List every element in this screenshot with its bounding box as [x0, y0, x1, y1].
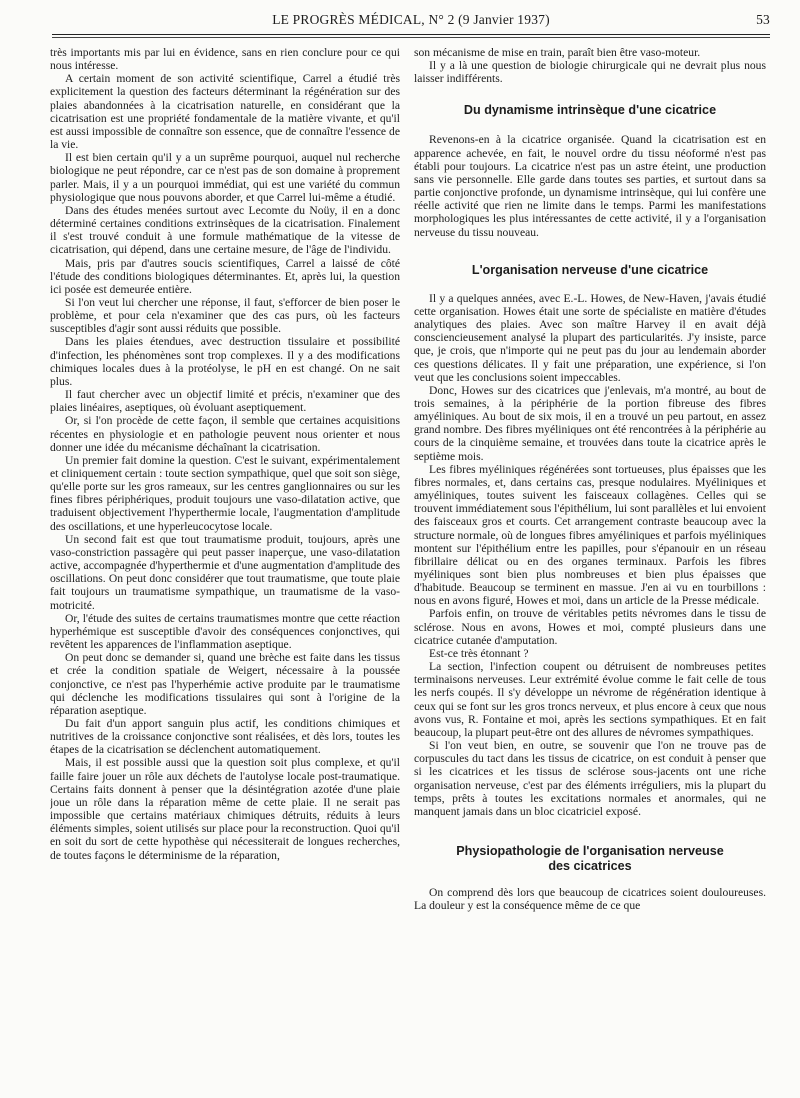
running-header — [52, 10, 770, 34]
paragraph: son mécanisme de mise en train, paraît bien être vaso-moteur. — [414, 46, 701, 59]
paragraph: très importants mis par lui en évidence, sans en rien conclure pour ce qui nous intéresse. — [50, 46, 400, 73]
paragraph: La section, l'infection coupent ou détruisent de nombreuses petites terminaisons nerveuses. Leur extrémité évolue comme le fait celle de tous les nerfs coupés. Il s'y développe un névrome de régénération identique à ceux qui se font sur les gros troncs nerveux, et plus encore à ceux que nous avons vus, R. Fontaine et moi, après les sections sympathiques. Et en fait beaucoup, la plupart peut-être ont des allures de névromes sympathiques. — [414, 660, 766, 739]
paragraph: Il faut chercher avec un objectif limité et précis, n'examiner que des plaies linéaires, aseptiques, où évoluant aseptiquement. — [50, 388, 400, 415]
paragraph: Est-ce très étonnant ? — [429, 646, 529, 660]
section-heading-organisation: L'organisation nerveuse d'une cicatrice — [471, 262, 709, 277]
paragraph: Il est bien certain qu'il y a un suprême pourquoi, auquel nul recherche biologique ne peut répondre, car ce n'est pas de son domaine à proprement parler. Mais, il y a un pourquoi immédiat, qui est une variété du commun physiologique que nous pouvons aborder, et que Carrel lui-même a étudié. — [50, 151, 400, 204]
paragraph: Dans des études menées surtout avec Lecomte du Noüy, il en a donc déterminé certaines conditions extrinsèques de la cicatrisation. Finalement il s'est trouvé conduit à une formule mathématique de la vitesse de cicatrisation, qui dépend, dans une certaine mesure, de l'âge de l'individu. — [50, 203, 400, 257]
paragraph: A certain moment de son activité scientifique, Carrel a étudié très explicitement la question des facteurs déterminant la régénération sur des plaies abandonnées à la cicatrisation naturelle, en considérant que la cicatrisation est une propriété fondamentale de la matière vivante, et qu'il est aussi impossible de connaître son essence, que de connaître l'essence de la vie. — [50, 72, 400, 152]
journal-title: LE PROGRÈS MÉDICAL, N° 2 (9 Janvier 1937) — [272, 12, 550, 27]
paragraph: Il y a quelques années, avec E.-L. Howes, de New-Haven, j'avais étudié cette organisation. Howes était une sorte de spécialiste en matière d'études analytiques des plaies. Avec son maître Harvey il en avait déjà consciencieusement analysé la plupart des particularités. J'y insiste, parce que, je crois, que n'importe qui ne peut pas du jour au lendemain aborder ces questions délicates. Il y fait une préparation, une expérience, si l'on veut que les conclusions soient impeccables. — [414, 291, 766, 384]
paragraph: Mais, il est possible aussi que la question soit plus complexe, et qu'il faille faire jouer un rôle aux déchets de l'autolyse locale post-traumatique. Certains faits donnent à penser que la désintégration azotée d'une plaie joue un rôle dans la réparation même de cette plaie. Il ne serait pas impossible que certains matériaux chimiques détruits, réduits à leurs éléments simples, soient utilisés sur place pour la reconstruction. Quoi qu'il en soit du sort de cette hypothèse qui nécessiterait de longues recherches, de toutes façons le déterminisme de la réparation, — [50, 756, 400, 862]
paragraph: Mais, pris par d'autres soucis scientifiques, Carrel a laissé de côté l'étude des conditions biologiques déterminantes. Et, après lui, la question ici posée est demeurée entière. — [50, 256, 400, 296]
heading-line: des cicatrices — [548, 858, 632, 873]
paragraph: Du fait d'un apport sanguin plus actif, les conditions chimiques et nutritives de la croissance conjonctive sont réalisées, et dès lors, toutes les étapes de la cicatrisation se déclenchent automatiquement. — [50, 716, 400, 757]
section-heading-dynamisme: Du dynamisme intrinsèque d'une cicatrice — [463, 103, 717, 118]
paragraph: Parfois enfin, on trouve de véritables petits névromes dans le tissu de sclérose. Nous en avons, Howes et moi, compté plusieurs dans une cicatrice cutanée d'amputation. — [414, 607, 766, 647]
paragraph: On comprend dès lors que beaucoup de cicatrices soient douloureuses. La douleur y est la conséquence même de ce que — [414, 885, 766, 913]
section-heading-physiopathologie — [414, 844, 766, 874]
header-rule — [52, 34, 770, 35]
paragraph: Si l'on veut bien, en outre, se souvenir que l'on ne trouve pas de corpuscules du tact dans les tissus de cicatrice, on est conduit à penser que si les cicatrices et les tissus de sclérose sous-jacents ont une riche organisation nerveuse, c'est par des éléments irréguliers, mis la plupart du temps, prêts à toutes les excitations normales et anormales, qui ne manquent jamais dans un bloc cicatriciel exposé. — [414, 739, 766, 818]
left-column — [50, 46, 400, 1088]
paragraph: Donc, Howes sur des cicatrices que j'enlevais, m'a montré, au bout de trois semaines, à la périphérie de la portion fibreuse des fibres amyéliniques. Au bout de six mois, il en a trouvé un peu partout, en assez grand nombre. Des fibres myéliniques ont été rencontrées à la périphérie au cours de la cinquième semaine, et trouvées dans toute la cicatrice après le septième mois. — [414, 383, 766, 463]
page-number: 53 — [756, 12, 770, 27]
header-rule-thin — [52, 37, 770, 38]
right-column — [414, 46, 766, 1088]
paragraph: Il y a là une question de biologie chirurgicale qui ne devrait plus nous laisser indifférents. — [414, 59, 766, 86]
paragraph: Or, l'étude des suites de certains traumatismes montre que cette réaction hyperhémique est susceptible d'avoir des conséquences conjonctives, qui revêtent les apparences de l'inflammation aseptique. — [50, 611, 400, 652]
paragraph: Les fibres myéliniques régénérées sont tortueuses, plus épaisses que les fibres normales, et, dans certains cas, presque nodulaires. Myéliniques et amyéliniques, toutes suivent les faisceaux collagènes. Celles qui se trouvent immédiatement sous l'épithélium, lui sont parallèles et lui envoient des faisceaux gros et courts. Cet arrangement contraste beaucoup avec la structure normale, où de longues fibres amyéliniques et parfois myéliniques montent sur l'épithélium entre les papilles, pour s'épanouir en un réseau fibrillaire délicat ou en des organes terminaux. Parfois les fibres myéliniques sont bien plus nombreuses et bien plus épaisses que d'habitude. Beaucoup se terminent en massue. J'en ai vu en tourbillons : nous en avons figuré, Howes et moi, dans un article de la Presse médicale. — [414, 462, 766, 608]
paragraph: Dans les plaies étendues, avec destruction tissulaire et possibilité d'infection, les phénomènes sont trop complexes. Il y a des modifications chimiques locales dues à la protéolyse, le pH en est changé. On ne sait plus. — [50, 335, 400, 388]
heading-line: Physiopathologie de l'organisation nerveuse — [456, 843, 724, 858]
paragraph: On peut donc se demander si, quand une brèche est faite dans les tissus et crée la condition spatiale de Weigert, nécessaire à la poussée conjonctive, ce n'est pas l'hyperhémie active produite par le traumatisme qui déclenche les modifications tissulaires qui sont à l'origine de la réparation aseptique. — [50, 651, 400, 717]
paragraph: Or, si l'on procède de cette façon, il semble que certaines acquisitions récentes en physiologie et en pathologie peuvent nous orienter et nous donner une idée du mécanisme déchaînant la cicatrisation. — [50, 414, 400, 454]
paragraph: Revenons-en à la cicatrice organisée. Quand la cicatrisation est en apparence achevée, en fait, le nouvel ordre du tissu néoformé n'est pas établi pour toujours. La cicatrice n'est pas un astre éteint, une production sans vie personnelle. Elle garde dans toutes ses parties, et surtout dans sa partie conjonctive profonde, un dynamisme intrinsèque, qui lui confère une réelle activité que rien ne limite dans le temps. Parmi les manifestations morphologiques les plus intéressantes de cette activité, il y a l'organisation nerveuse du tissu nouveau. — [414, 133, 766, 239]
paragraph: Un premier fait domine la question. C'est le suivant, expérimentalement et cliniquement certain : toute section sympathique, quel que soit son siège, qu'elle porte sur les gros rameaux, sur les centres ganglionnaires ou sur les fines fibres périphériques, produit toujours une vaso-dilatation active, que traduisent objectivement l'hyperthermie locale, l'augmentation d'amplitude des oscillations, et une hyperleucocytose locale. — [50, 453, 400, 533]
paragraph: Un second fait est que tout traumatisme produit, toujours, après une vaso-constriction passagère qui peut passer inaperçue, une vaso-dilatation active, accompagnée d'hyperthermie et d'une augmentation d'amplitude des oscillations. On peut donc considérer que tout traumatisme, que toute plaie fait toujours un traumatisme sympathique, un traumatisme de la vaso-motricité. — [50, 532, 400, 612]
paragraph: Si l'on veut lui chercher une réponse, il faut, s'efforcer de bien poser le problème, et pour cela n'examiner que des cas purs, où les facteurs susceptibles d'agir sont aussi réduits que possible. — [50, 295, 400, 336]
